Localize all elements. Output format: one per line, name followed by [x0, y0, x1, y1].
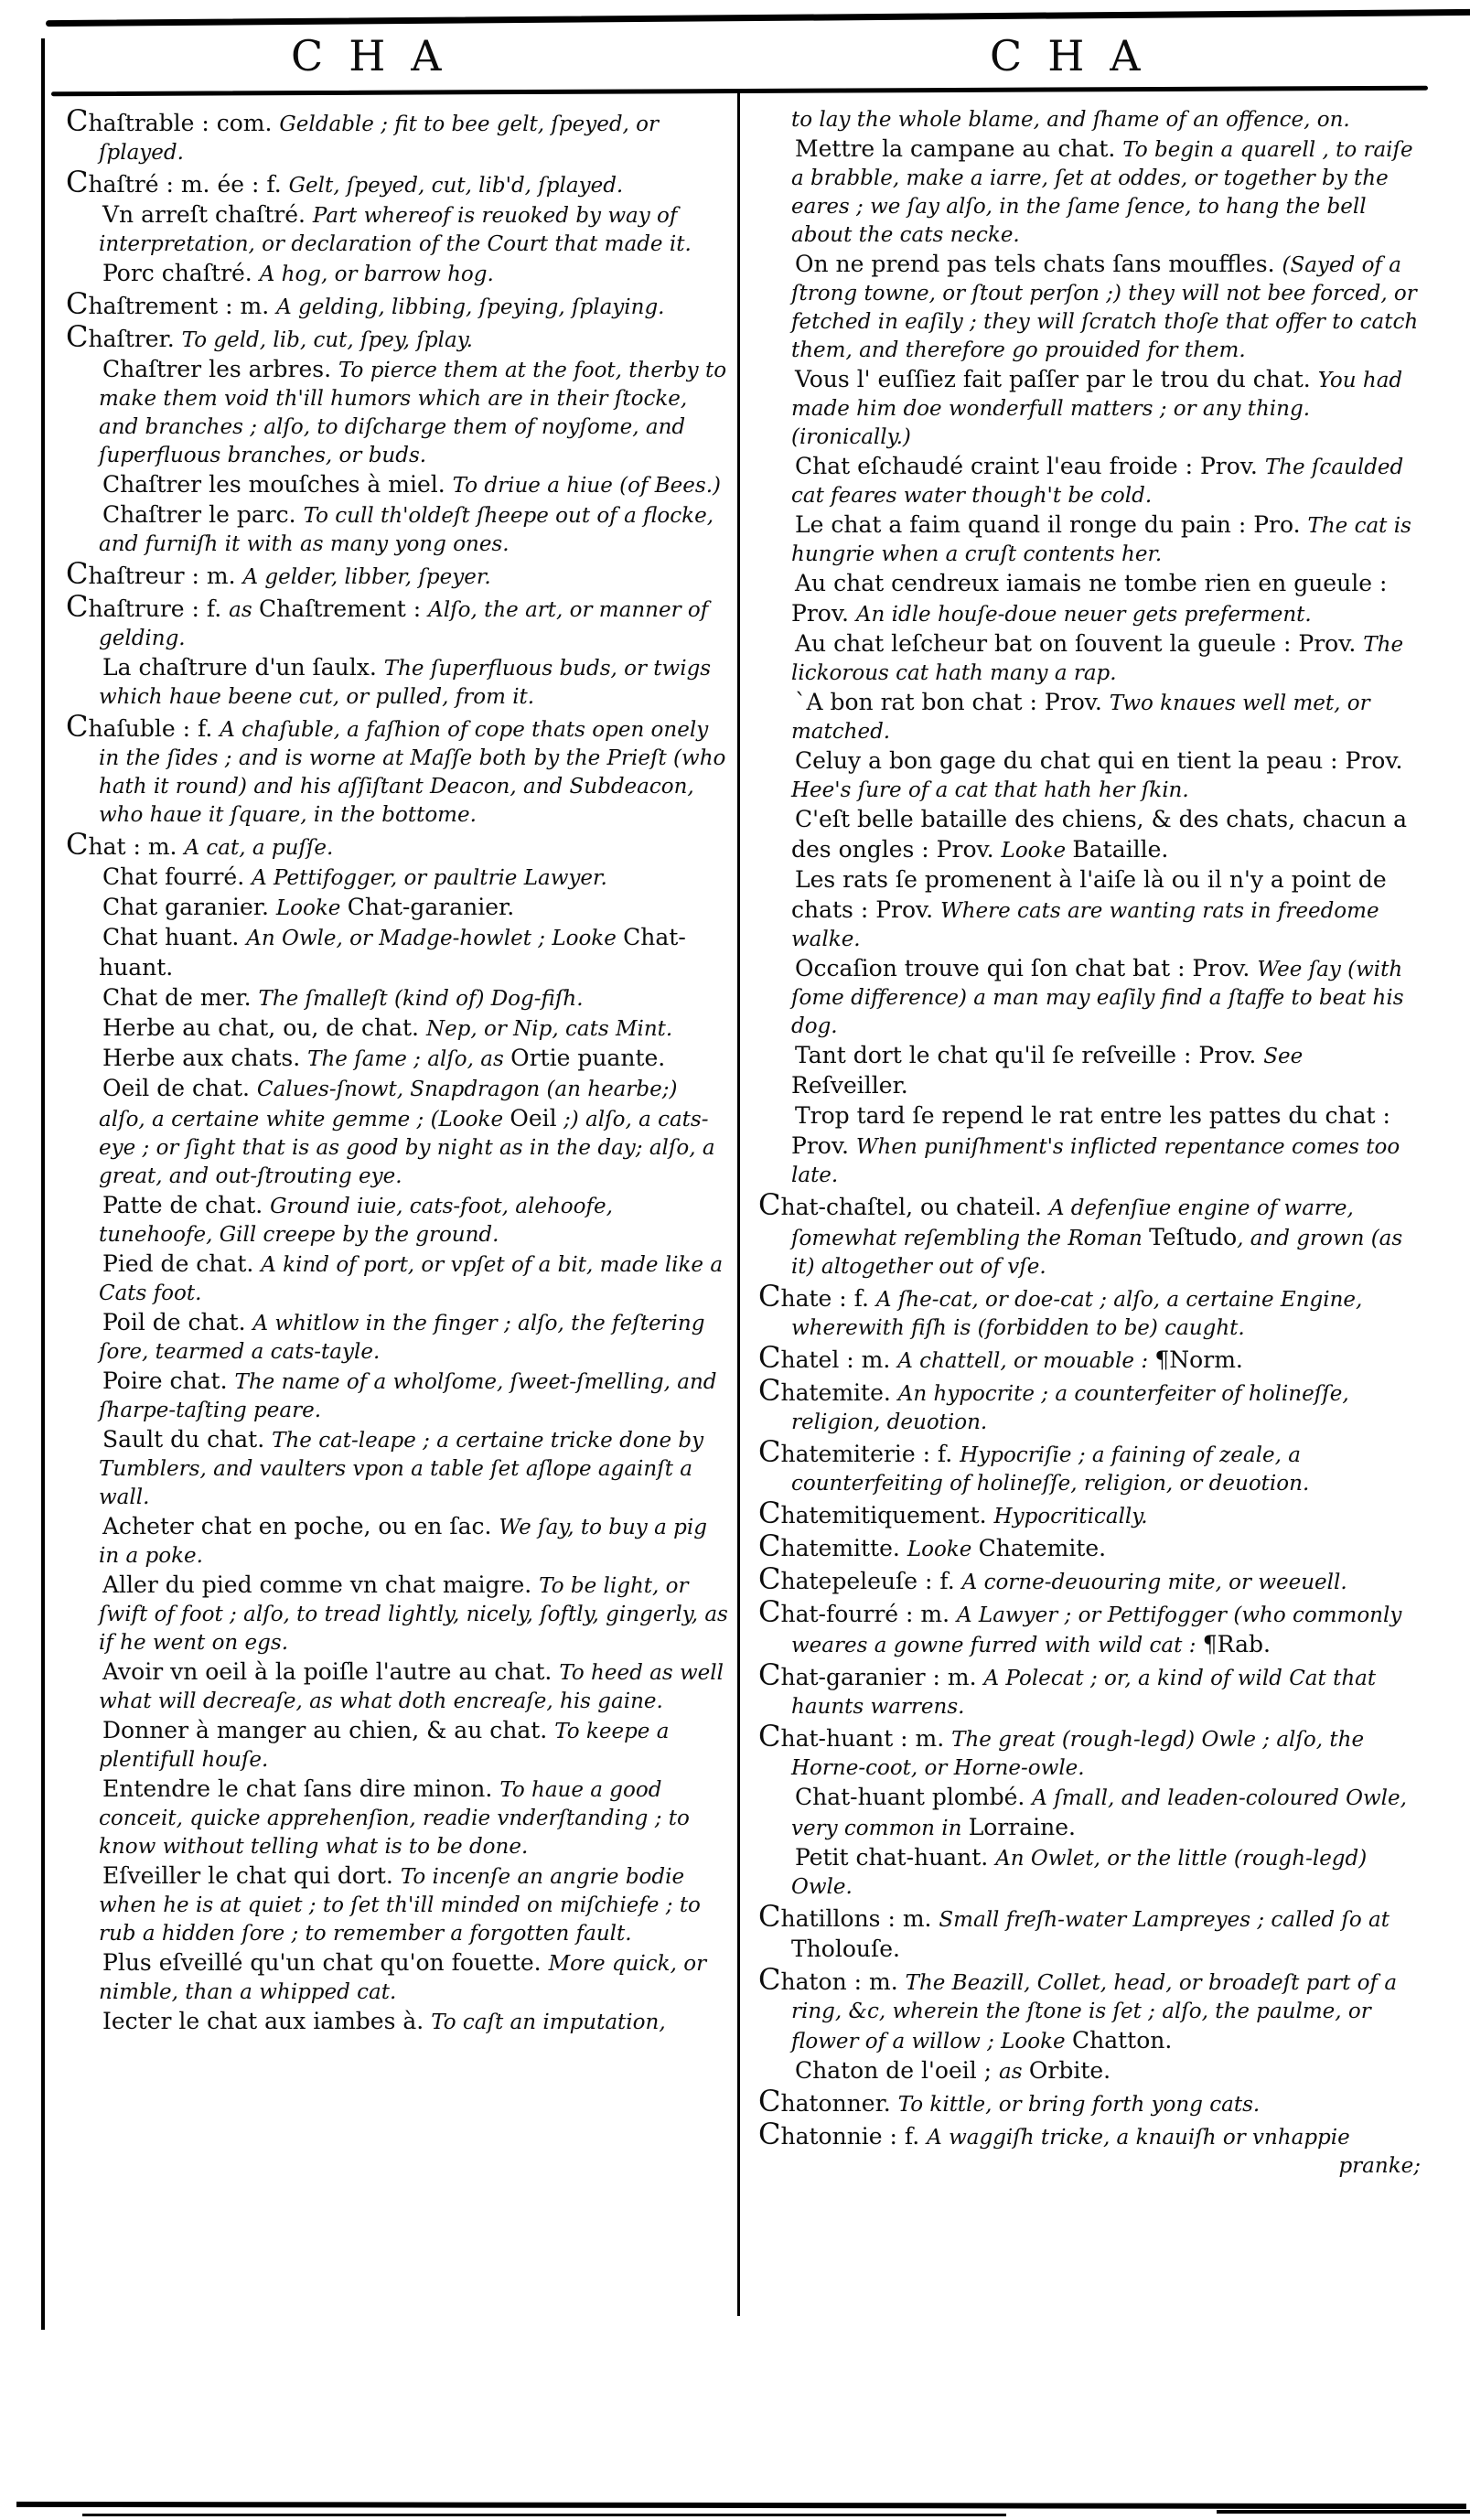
entry-definition: An idle houſe-doue neuer gets preferment.	[855, 603, 1312, 627]
catchword	[758, 2152, 1424, 2181]
entry-definition: An Owle, or Madge-howlet ; Looke	[246, 927, 624, 950]
entry-definition: When puniſhment's inflicted repentance comes too late.	[791, 1135, 1400, 1187]
entry-headword: Chat-garanier.	[347, 894, 515, 920]
dictionary-entry	[758, 1594, 1424, 1660]
entry-headword: Oeil de chat.	[102, 1075, 257, 1101]
dictionary-entry	[758, 1373, 1424, 1437]
entry-definition: Nep, or Nip, cats Mint.	[425, 1017, 673, 1041]
headword-initial: C	[66, 827, 89, 862]
dictionary-entry	[758, 106, 1424, 134]
entry-definition: To keepe a plentifull houſe.	[99, 1720, 670, 1772]
entry-definition: To cull th'oldeſt ſheepe out of a flocke, and furniſh it with as many yong ones.	[99, 504, 714, 556]
dictionary-entry	[66, 1716, 730, 1775]
entry-headword: Petit chat-huant.	[795, 1844, 996, 1871]
entry-headword: Chat-huant plombé.	[795, 1784, 1033, 1810]
entry-headword: Avoir vn oeil à la poiſle l'autre au chat.	[102, 1658, 560, 1685]
entry-definition: Calues-ſnowt, Snapdragon (an hearbe;) alſo, a certaine white gemme ; (Looke	[99, 1078, 678, 1131]
dictionary-entry	[758, 134, 1424, 250]
entry-headword: C'eſt belle bataille des chiens, & des chats, chacun a des ongles : Prov.	[791, 806, 1408, 863]
entry-headword: Poil de chat.	[102, 1309, 253, 1335]
entry-headword: ¶Rab.	[1202, 1631, 1271, 1657]
entry-headword: Chatemiterie : f.	[758, 1434, 960, 1469]
entry-headword: Chaſtrer les arbres.	[102, 356, 338, 382]
entry-definition: Hee's ſure of a cat that hath her ſkin.	[791, 778, 1189, 802]
entry-headword: Vn arreſt chaſtré.	[102, 201, 313, 228]
dictionary-entry	[758, 1561, 1424, 1597]
entry-definition: To geld, lib, cut, ſpey, ſplay.	[181, 328, 473, 352]
headword-initial: C	[758, 1340, 781, 1375]
entry-definition: A corne-deuouring mite, or weeuell.	[961, 1571, 1347, 1594]
entry-headword: Au chat cendreux iamais ne tombe rien en gueule : Prov.	[791, 570, 1388, 627]
entry-definition: A defenſiue engine of warre, ſomewhat reſembling the Roman	[791, 1196, 1354, 1250]
entry-definition: The cat is hungrie when a cruſt contents her.	[791, 514, 1411, 566]
entry-headword: Chaſtrement : m.	[66, 286, 277, 321]
headword-initial: C	[66, 286, 89, 321]
dictionary-entry	[758, 1434, 1424, 1498]
entry-headword: Chaſtré : m. ée : f.	[66, 165, 289, 199]
entry-headword: Chat-garanier : m.	[758, 1657, 984, 1692]
entry-definition: Looke	[275, 896, 348, 920]
entry-definition: Hypocriſie ; a faining of zeale, a counterfeiting of holineſſe, religion, or deuotion.	[791, 1443, 1310, 1496]
headword-initial: C	[758, 1594, 781, 1629]
entry-headword: Chaton de l'oeil ;	[795, 2057, 1000, 2084]
entry-definition: A whitlow in the finger ; alſo, the feſtering ſore, tearmed a cats-tayle.	[99, 1312, 705, 1364]
headword-initial: C	[758, 1561, 781, 1596]
entry-headword: Sault du chat.	[102, 1426, 273, 1453]
dictionary-entry	[66, 1775, 730, 1861]
entry-definition: A ſhe-cat, or doe-cat ; alſo, a certaine Engine, wherewith fiſh is (forbidden to be) caught.	[791, 1288, 1363, 1340]
dictionary-entry	[758, 2056, 1424, 2086]
entry-definition: as	[229, 598, 259, 622]
entry-definition: Gelt, ſpeyed, cut, lib'd, ſplayed.	[288, 174, 624, 198]
headword-initial: C	[758, 1496, 781, 1530]
entry-definition: To be light, or ſwift of foot ; alſo, to tread lightly, nicely, ſoftly, gingerly, as if he went on egs.	[99, 1574, 728, 1655]
entry-headword: ¶Norm.	[1154, 1346, 1243, 1373]
running-head-right: CHA	[990, 31, 1166, 80]
entry-headword: Chat-huant.	[99, 924, 686, 981]
entry-definition: To driue a hiue (of Bees.)	[452, 474, 721, 498]
dictionary-entry	[758, 1498, 1424, 1531]
entry-definition: The great (rough-legd) Owle ; alſo, the Horne-coot, or Horne-owle.	[791, 1728, 1365, 1780]
headword-initial: C	[66, 589, 89, 624]
dictionary-entry	[758, 1528, 1424, 1564]
dictionary-entry	[758, 1657, 1424, 1721]
entry-headword: Chat eſchaudé craint l'eau froide : Prov.	[795, 453, 1265, 479]
dictionary-entry	[758, 1899, 1424, 1965]
entry-headword: Trop tard ſe repend le rat entre les pattes du chat : Prov.	[791, 1102, 1390, 1159]
entry-headword: Chatemite.	[758, 1373, 898, 1408]
dictionary-entry	[758, 688, 1424, 746]
dictionary-entry	[66, 500, 730, 559]
entry-headword: Chat fourré.	[102, 863, 252, 890]
entry-definition: Ground iuie, cats-foot, alehoofe, tunehoofe, Gill creepe by the ground.	[99, 1195, 613, 1247]
entry-headword: Occaſion trouve qui ſon chat bat : Prov.	[795, 955, 1258, 981]
entry-definition: See	[1263, 1045, 1304, 1068]
dictionary-entry	[758, 805, 1424, 865]
entry-headword: Bataille.	[1072, 836, 1169, 863]
entry-headword: Plus eſveillé qu'un chat qu'on fouette.	[102, 1949, 549, 1976]
entry-definition: The name of a wholſome, ſweet-ſmelling, and ſharpe-taſting peare.	[99, 1370, 717, 1422]
headword-initial: C	[758, 1962, 781, 1997]
entry-headword: Vous l' euſſiez fait paſſer par le trou du chat.	[795, 366, 1318, 392]
dictionary-entry	[66, 1074, 730, 1191]
entry-definition: Small freſh-water Lampreyes ; called ſo at	[939, 1908, 1390, 1932]
entry-headword: Chat-fourré : m.	[758, 1594, 958, 1629]
dictionary-entry	[66, 2007, 730, 2037]
dictionary-entry	[758, 1281, 1424, 1343]
entry-headword: Patte de chat.	[102, 1192, 271, 1218]
entry-headword: Chat huant.	[102, 924, 247, 950]
entry-headword: Donner à manger au chien, & au chat.	[102, 1717, 555, 1743]
entry-headword: Aller du pied comme vn chat maigre.	[102, 1571, 540, 1598]
bottom-border-rule-2	[82, 2514, 1006, 2516]
entry-definition: To heed as well what will decreaſe, as what doth encreaſe, his gaine.	[99, 1661, 724, 1713]
running-head-left: CHA	[291, 31, 467, 80]
entry-definition: Looke	[907, 1538, 979, 1561]
entry-definition: A gelder, libber, ſpeyer.	[242, 565, 491, 589]
entry-headword: Chaſtrable : com.	[66, 103, 280, 138]
left-column	[66, 103, 730, 2037]
entry-definition: (Sayed of a ſtrong towne, or ſtout perſon ;) they will not bee forced, or fetched in eaſily ; they will ſcratch thoſe that offer to catch them, and therefore go prouided for them.	[791, 253, 1419, 362]
entry-headword: Herbe au chat, ou, de chat.	[102, 1014, 426, 1041]
entry-headword: Tholouſe.	[791, 1936, 900, 1962]
entry-definition: A Lawyer ; or Pettifogger (who commonly weares a gowne furred with wild cat :	[791, 1603, 1402, 1657]
entry-definition: A ſmall, and leaden-coloured Owle, very common in	[791, 1786, 1407, 1840]
headword-initial: C	[758, 2117, 781, 2151]
entry-definition: Two knaues well met, or matched.	[791, 692, 1370, 744]
entry-headword: Chaſtrer les mouſches à miel.	[102, 471, 453, 498]
entry-definition: A chattell, or mouable :	[897, 1349, 1155, 1373]
dictionary-entry	[758, 954, 1424, 1041]
dictionary-entry	[66, 827, 730, 863]
entry-headword: Chatemitiquement.	[758, 1496, 994, 1530]
dictionary-entry	[758, 1041, 1424, 1101]
dictionary-entry	[758, 1783, 1424, 1843]
dictionary-entry	[66, 355, 730, 470]
entry-headword: Mettre la campane au chat.	[795, 135, 1123, 162]
dictionary-entry	[758, 1962, 1424, 2056]
entry-headword: On ne prend pas tels chats ſans mouffles.	[795, 251, 1282, 277]
dictionary-entry	[758, 1721, 1424, 1783]
dictionary-entry	[66, 319, 730, 355]
entry-definition: A waggiſh tricke, a knauiſh or vnhappie	[927, 2126, 1350, 2150]
headword-initial: C	[758, 1657, 781, 1692]
entry-headword: Herbe aux chats.	[102, 1045, 308, 1071]
dictionary-entry	[66, 1308, 730, 1367]
entry-definition: To caſt an imputation,	[431, 2011, 666, 2034]
dictionary-entry	[758, 865, 1424, 954]
entry-definition: A kind of port, or vpſet of a bit, made like a Cats foot.	[99, 1253, 724, 1305]
dictionary-entry	[66, 893, 730, 923]
dictionary-entry	[66, 1571, 730, 1657]
entry-headword: Chaſtrure : f.	[66, 589, 230, 624]
entry-definition: Looke	[1001, 839, 1073, 863]
entry-headword: Chatton.	[1071, 2027, 1173, 2054]
entry-headword: Chatel : m.	[758, 1340, 898, 1375]
dictionary-entry	[66, 983, 730, 1013]
top-border-rule	[46, 9, 1470, 27]
headword-initial: C	[66, 556, 89, 591]
entry-definition: A cat, a puſſe.	[184, 836, 334, 860]
dictionary-entry	[66, 653, 730, 712]
entry-definition: To begin a quarell , to raiſe a brabble, make a iarre, ſet at oddes, or together by the eares ; we ſay alſo, in the ſame ſence, to hang the bell about the cats necke.	[791, 138, 1413, 247]
entry-definition: The Beazill, Collet, head, or broadeſt part of a ring, &c, wherein the ſtone is ſet ; alſo, the paulme, or flower of a willow ; Looke	[791, 1971, 1398, 2054]
entry-headword: Ortie puante.	[510, 1045, 666, 1071]
entry-headword: Chaſuble : f.	[66, 709, 220, 744]
dictionary-entry	[758, 1340, 1424, 1376]
headword-initial: C	[758, 1528, 781, 1563]
dictionary-entry	[66, 1512, 730, 1571]
headword-initial: C	[66, 319, 89, 354]
right-column	[758, 106, 1424, 2181]
headword-initial: C	[758, 1279, 781, 1314]
entry-definition: Where cats are wanting rats in freedome walke.	[791, 899, 1379, 951]
dictionary-entry	[66, 1191, 730, 1249]
dictionary-entry	[66, 259, 730, 289]
entry-headword: Chaſtrement :	[259, 595, 429, 622]
headword-initial: C	[66, 165, 89, 199]
entry-definition: A Pettifogger, or paultrie Lawyer.	[252, 866, 607, 890]
entry-definition: More quick, or nimble, than a whipped cat.	[99, 1952, 707, 2004]
dictionary-entry	[758, 1101, 1424, 1190]
entry-headword: Chatonner.	[758, 2084, 898, 2118]
entry-headword: Eſveiller le chat qui dort.	[102, 1862, 401, 1889]
entry-headword: Poire chat.	[102, 1367, 235, 1394]
headword-initial: C	[758, 1719, 781, 1753]
entry-definition: The ſmalleſt (kind of) Dog-fiſh.	[258, 987, 584, 1011]
entry-headword: Chatemite.	[978, 1535, 1107, 1561]
entry-definition: as	[999, 2060, 1029, 2084]
entry-definition: ;) alſo, a cats-eye ; or ſight that is as good by night as in the day; alſo, a great, and out-ſtrouting eye.	[99, 1108, 715, 1188]
entry-headword: Chatonnie : f.	[758, 2117, 928, 2151]
entry-headword: Oeil	[510, 1105, 557, 1131]
entry-headword: Le chat a faim quand il ronge du pain : Pro.	[795, 511, 1308, 538]
entry-definition: We ſay, to buy a pig in a poke.	[99, 1516, 707, 1568]
dictionary-entry	[66, 1425, 730, 1512]
dictionary-entry	[758, 569, 1424, 629]
entry-headword: Chat de mer.	[102, 984, 259, 1011]
entry-headword: `A bon rat bon chat : Prov.	[795, 689, 1110, 715]
dictionary-entry	[66, 286, 730, 322]
entry-headword: Pied de chat.	[102, 1250, 262, 1277]
dictionary-entry	[758, 1187, 1424, 1281]
entry-headword: Tant dort le chat qu'il ſe reſveille : Prov.	[795, 1042, 1264, 1068]
dictionary-entry	[66, 200, 730, 259]
entry-headword: Au chat leſcheur bat on ſouvent la gueule : Prov.	[795, 630, 1364, 657]
entry-definition: , and grown (as it) altogether out of vſe.	[791, 1227, 1403, 1279]
entry-definition: The ſuperfluous buds, or twigs which haue beene cut, or pulled, from it.	[99, 657, 712, 709]
entry-definition: Part whereof is reuoked by way of interpretation, or declaration of the Court that made it.	[99, 204, 692, 256]
entry-definition: To pierce them at the foot, therby to make them void th'ill humors which are in their ſtocke, and branches ; alſo, to diſcharge them of noyſome, and ſuperfluous branches, or buds.	[99, 359, 727, 467]
left-border-line	[41, 38, 45, 2330]
dictionary-entry	[66, 589, 730, 653]
dictionary-entry	[758, 746, 1424, 805]
entry-headword: Chat : m.	[66, 827, 185, 862]
entry-headword: Acheter chat en poche, ou en ſac.	[102, 1513, 499, 1539]
headword-initial: C	[66, 709, 89, 744]
entry-definition: The lickorous cat hath many a rap.	[791, 633, 1404, 685]
entry-headword: Chaſtreur : m.	[66, 556, 243, 591]
dictionary-entry	[758, 629, 1424, 688]
entry-headword: Iecter le chat aux iambes à.	[102, 2008, 432, 2034]
entry-headword: La chaſtrure d'un ſaulx.	[102, 654, 384, 681]
column-divider-line	[737, 93, 740, 2316]
entry-headword: Chat-huant : m.	[758, 1719, 952, 1753]
dictionary-entry	[66, 1367, 730, 1425]
entry-definition: pranke;	[1338, 2154, 1421, 2178]
headword-initial: C	[758, 1187, 781, 1222]
dictionary-entry	[66, 103, 730, 167]
dictionary-entry	[66, 863, 730, 893]
entry-definition: Hypocritically.	[993, 1505, 1148, 1528]
dictionary-entry	[66, 1013, 730, 1044]
dictionary-entry	[66, 556, 730, 592]
entry-definition: Wee ſay (with ſome difference) a man may eaſily find a ſtaffe to beat his dog.	[791, 958, 1404, 1038]
entry-definition: A gelding, libbing, ſpeying, ſplaying.	[276, 295, 665, 319]
dictionary-entry	[66, 1249, 730, 1308]
dictionary-entry	[758, 365, 1424, 452]
entry-definition: A chaſuble, a faſhion of cope thats open onely in the ſides ; and is worne at Maſſe both by the Prieſt (who hath it round) and his aſſiſtant Deacon, and Subdeacon, who haue it ſquare, in the bottome.	[99, 718, 726, 827]
entry-headword: Les rats ſe promenent à l'aiſe là ou il n'y a point de chats : Prov.	[791, 866, 1387, 923]
entry-headword: Teſtudo	[1149, 1224, 1238, 1250]
entry-headword: Chat-chaſtel, ou chateil.	[758, 1187, 1049, 1222]
entry-headword: Chate : f.	[758, 1279, 876, 1314]
entry-definition: A Polecat ; or, a kind of wild Cat that haunts warrens.	[791, 1667, 1377, 1719]
dictionary-entry	[66, 470, 730, 500]
dictionary-entry	[66, 923, 730, 983]
entry-definition: An hypocrite ; a counterfeiter of holineſſe, religion, deuotion.	[791, 1382, 1349, 1434]
headword-initial: C	[66, 103, 89, 138]
entry-headword: Chaſtrer le parc.	[102, 501, 304, 528]
dictionary-entry	[66, 1861, 730, 1948]
dictionary-entry	[66, 1948, 730, 2007]
entry-definition: to lay the whole blame, and ſhame of an offence, on.	[791, 108, 1350, 132]
entry-definition: You had made him doe wonderfull matters ; or any thing. (ironically.)	[791, 369, 1403, 449]
bottom-border-rule	[16, 2502, 1466, 2509]
entry-definition: The ſame ; alſo, as	[307, 1047, 511, 1071]
entry-definition: To kittle, or bring forth yong cats.	[897, 2093, 1261, 2117]
headword-initial: C	[758, 1373, 781, 1408]
entry-definition: The ſcaulded cat feares water though't be cold.	[791, 456, 1404, 508]
entry-definition: An Owlet, or the little (rough-legd) Owle.	[791, 1847, 1368, 1899]
entry-headword: Chatemitte.	[758, 1528, 907, 1563]
headword-initial: C	[758, 2084, 781, 2118]
entry-definition: A hog, or barrow hog.	[259, 263, 494, 286]
dictionary-entry	[66, 1657, 730, 1716]
dictionary-entry	[66, 167, 730, 200]
dictionary-entry	[758, 452, 1424, 510]
entry-definition: To haue a good conceit, quicke apprehenſion, readie vnderſtanding ; to know without telling what is to be done.	[99, 1778, 690, 1859]
bottom-border-rule-3	[1217, 2510, 1470, 2514]
entry-headword: Reſveiller.	[791, 1072, 908, 1099]
dictionary-entry	[66, 709, 730, 830]
entry-headword: Orbite.	[1028, 2057, 1111, 2084]
entry-headword: Entendre le chat ſans dire minon.	[102, 1775, 500, 1802]
entry-definition: To incenſe an angrie bodie when he is at quiet ; to ſet th'ill minded on miſchiefe ; to rub a hidden ſore ; to remember a forgotten fault.	[99, 1865, 701, 1946]
dictionary-entry	[758, 1843, 1424, 1902]
dictionary-entry	[758, 2119, 1424, 2152]
entry-headword: Lorraine.	[968, 1814, 1077, 1840]
entry-definition: Alſo, the art, or manner of gelding.	[99, 598, 709, 650]
headword-initial: C	[758, 1434, 781, 1469]
dictionary-entry	[66, 1044, 730, 1074]
dictionary-entry	[758, 250, 1424, 365]
entry-headword: Chaton : m.	[758, 1962, 906, 1997]
entry-headword: Chatillons : m.	[758, 1899, 939, 1934]
entry-headword: Celuy a bon gage du chat qui en tient la peau : Prov.	[795, 747, 1403, 774]
entry-headword: Chat garanier.	[102, 894, 276, 920]
dictionary-entry	[758, 2086, 1424, 2119]
entry-headword: Chaſtrer.	[66, 319, 182, 354]
entry-definition: The cat-leape ; a certaine tricke done by Tumblers, and vaulters vpon a table ſet aſlope againſt a wall.	[99, 1429, 704, 1509]
dictionary-entry	[758, 510, 1424, 569]
entry-headword: Porc chaſtré.	[102, 260, 260, 286]
entry-headword: Chatepeleuſe : f.	[758, 1561, 962, 1596]
headword-initial: C	[758, 1899, 781, 1934]
entry-definition: Geldable ; fit to bee gelt, ſpeyed, or ſplayed.	[99, 113, 660, 165]
